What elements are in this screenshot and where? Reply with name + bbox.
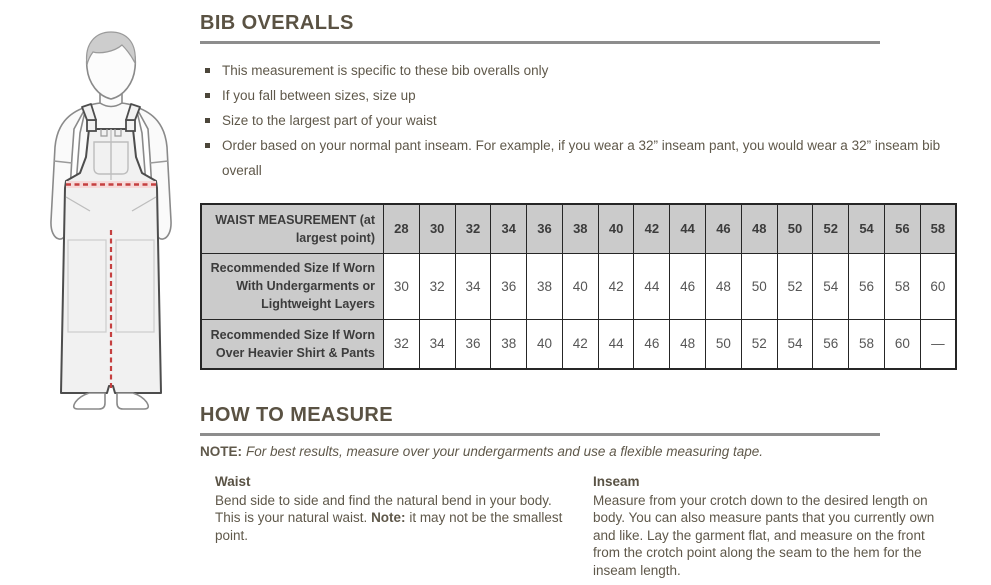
size-value: 48 [706,253,742,319]
figure-column [0,0,200,579]
size-value: 42 [562,319,598,369]
size-value: 38 [527,253,563,319]
size-value: 36 [455,319,491,369]
waist-size-header: 58 [920,204,956,253]
size-value: 32 [419,253,455,319]
page-title: BIB OVERALLS [200,12,354,34]
size-value: 40 [562,253,598,319]
size-value: 38 [491,319,527,369]
size-value: 44 [598,319,634,369]
waist-instructions [215,473,575,579]
waist-size-header: 30 [419,204,455,253]
title-divider [200,41,880,44]
size-chart-row [201,319,956,369]
size-value: 56 [813,319,849,369]
content-column [200,0,960,579]
inseam-title: Inseam [593,474,640,489]
size-value: 50 [741,253,777,319]
row-label: Recommended Size If Worn Over Heavier Shirt & Pants [201,319,384,369]
size-value: 52 [777,253,813,319]
waist-size-header: 28 [384,204,420,253]
bullet-item: If you fall between sizes, size up [200,83,960,108]
size-chart-body [201,204,956,369]
measure-columns [200,473,960,579]
size-value: 30 [384,253,420,319]
waist-title: Waist [215,474,251,489]
bib-overalls-figure [30,25,192,415]
how-to-measure-title: HOW TO MEASURE [200,404,394,426]
size-chart-row [201,253,956,319]
waist-measurement-label: WAIST MEASUREMENT (at largest point) [201,204,384,253]
size-value: 34 [419,319,455,369]
note-text: For best results, measure over your undergarments and use a flexible measuring tape. [246,444,764,459]
size-value: 40 [527,319,563,369]
size-value: 54 [813,253,849,319]
inseam-text: Measure from your crotch down to the desired length on body. You can also measure pants that you currently own and like. Lay the garment flat, and measure on the front from the crotch point along the seam to the hem for the inseam length. [593,492,935,578]
waist-size-header: 40 [598,204,634,253]
waist-text [215,492,575,545]
waist-size-header: 34 [491,204,527,253]
size-chart-header-row [201,204,956,253]
size-value: 32 [384,319,420,369]
waist-size-header: 46 [706,204,742,253]
size-value: 58 [884,253,920,319]
size-value: 52 [741,319,777,369]
size-value: 44 [634,253,670,319]
bullet-item: This measurement is specific to these bib overalls only [200,58,960,83]
bullet-list [200,58,960,183]
size-value: 48 [670,319,706,369]
waist-size-header: 32 [455,204,491,253]
measure-note [200,444,960,459]
waist-size-header: 54 [849,204,885,253]
bullet-item: Order based on your normal pant inseam. For example, if you wear a 32” inseam pant, you would wear a 32” inseam bib overall [200,133,960,183]
size-value: 54 [777,319,813,369]
size-value: 58 [849,319,885,369]
size-value: 34 [455,253,491,319]
size-value: 46 [670,253,706,319]
waist-size-header: 48 [741,204,777,253]
size-chart-table [200,203,957,370]
size-value: 56 [849,253,885,319]
waist-note-label: Note: [371,510,406,525]
size-value: 42 [598,253,634,319]
waist-size-header: 36 [527,204,563,253]
size-value: 36 [491,253,527,319]
waist-size-header: 42 [634,204,670,253]
waist-text-part1: Bend side to side and find the natural bend in your body. This is your natural waist. [215,492,552,525]
size-value: — [920,319,956,369]
waist-size-header: 50 [777,204,813,253]
waist-text-part2: it may not be the smallest point. [215,510,563,543]
size-value: 60 [884,319,920,369]
measure-divider [200,433,880,436]
inseam-instructions [593,473,948,579]
waist-size-header: 44 [670,204,706,253]
waist-size-header: 56 [884,204,920,253]
size-value: 46 [634,319,670,369]
waist-size-header: 38 [562,204,598,253]
row-label: Recommended Size If Worn With Undergarments or Lightweight Layers [201,253,384,319]
bullet-item: Size to the largest part of your waist [200,108,960,133]
size-value: 60 [920,253,956,319]
note-label: NOTE: [200,444,242,459]
waist-size-header: 52 [813,204,849,253]
size-value: 50 [706,319,742,369]
